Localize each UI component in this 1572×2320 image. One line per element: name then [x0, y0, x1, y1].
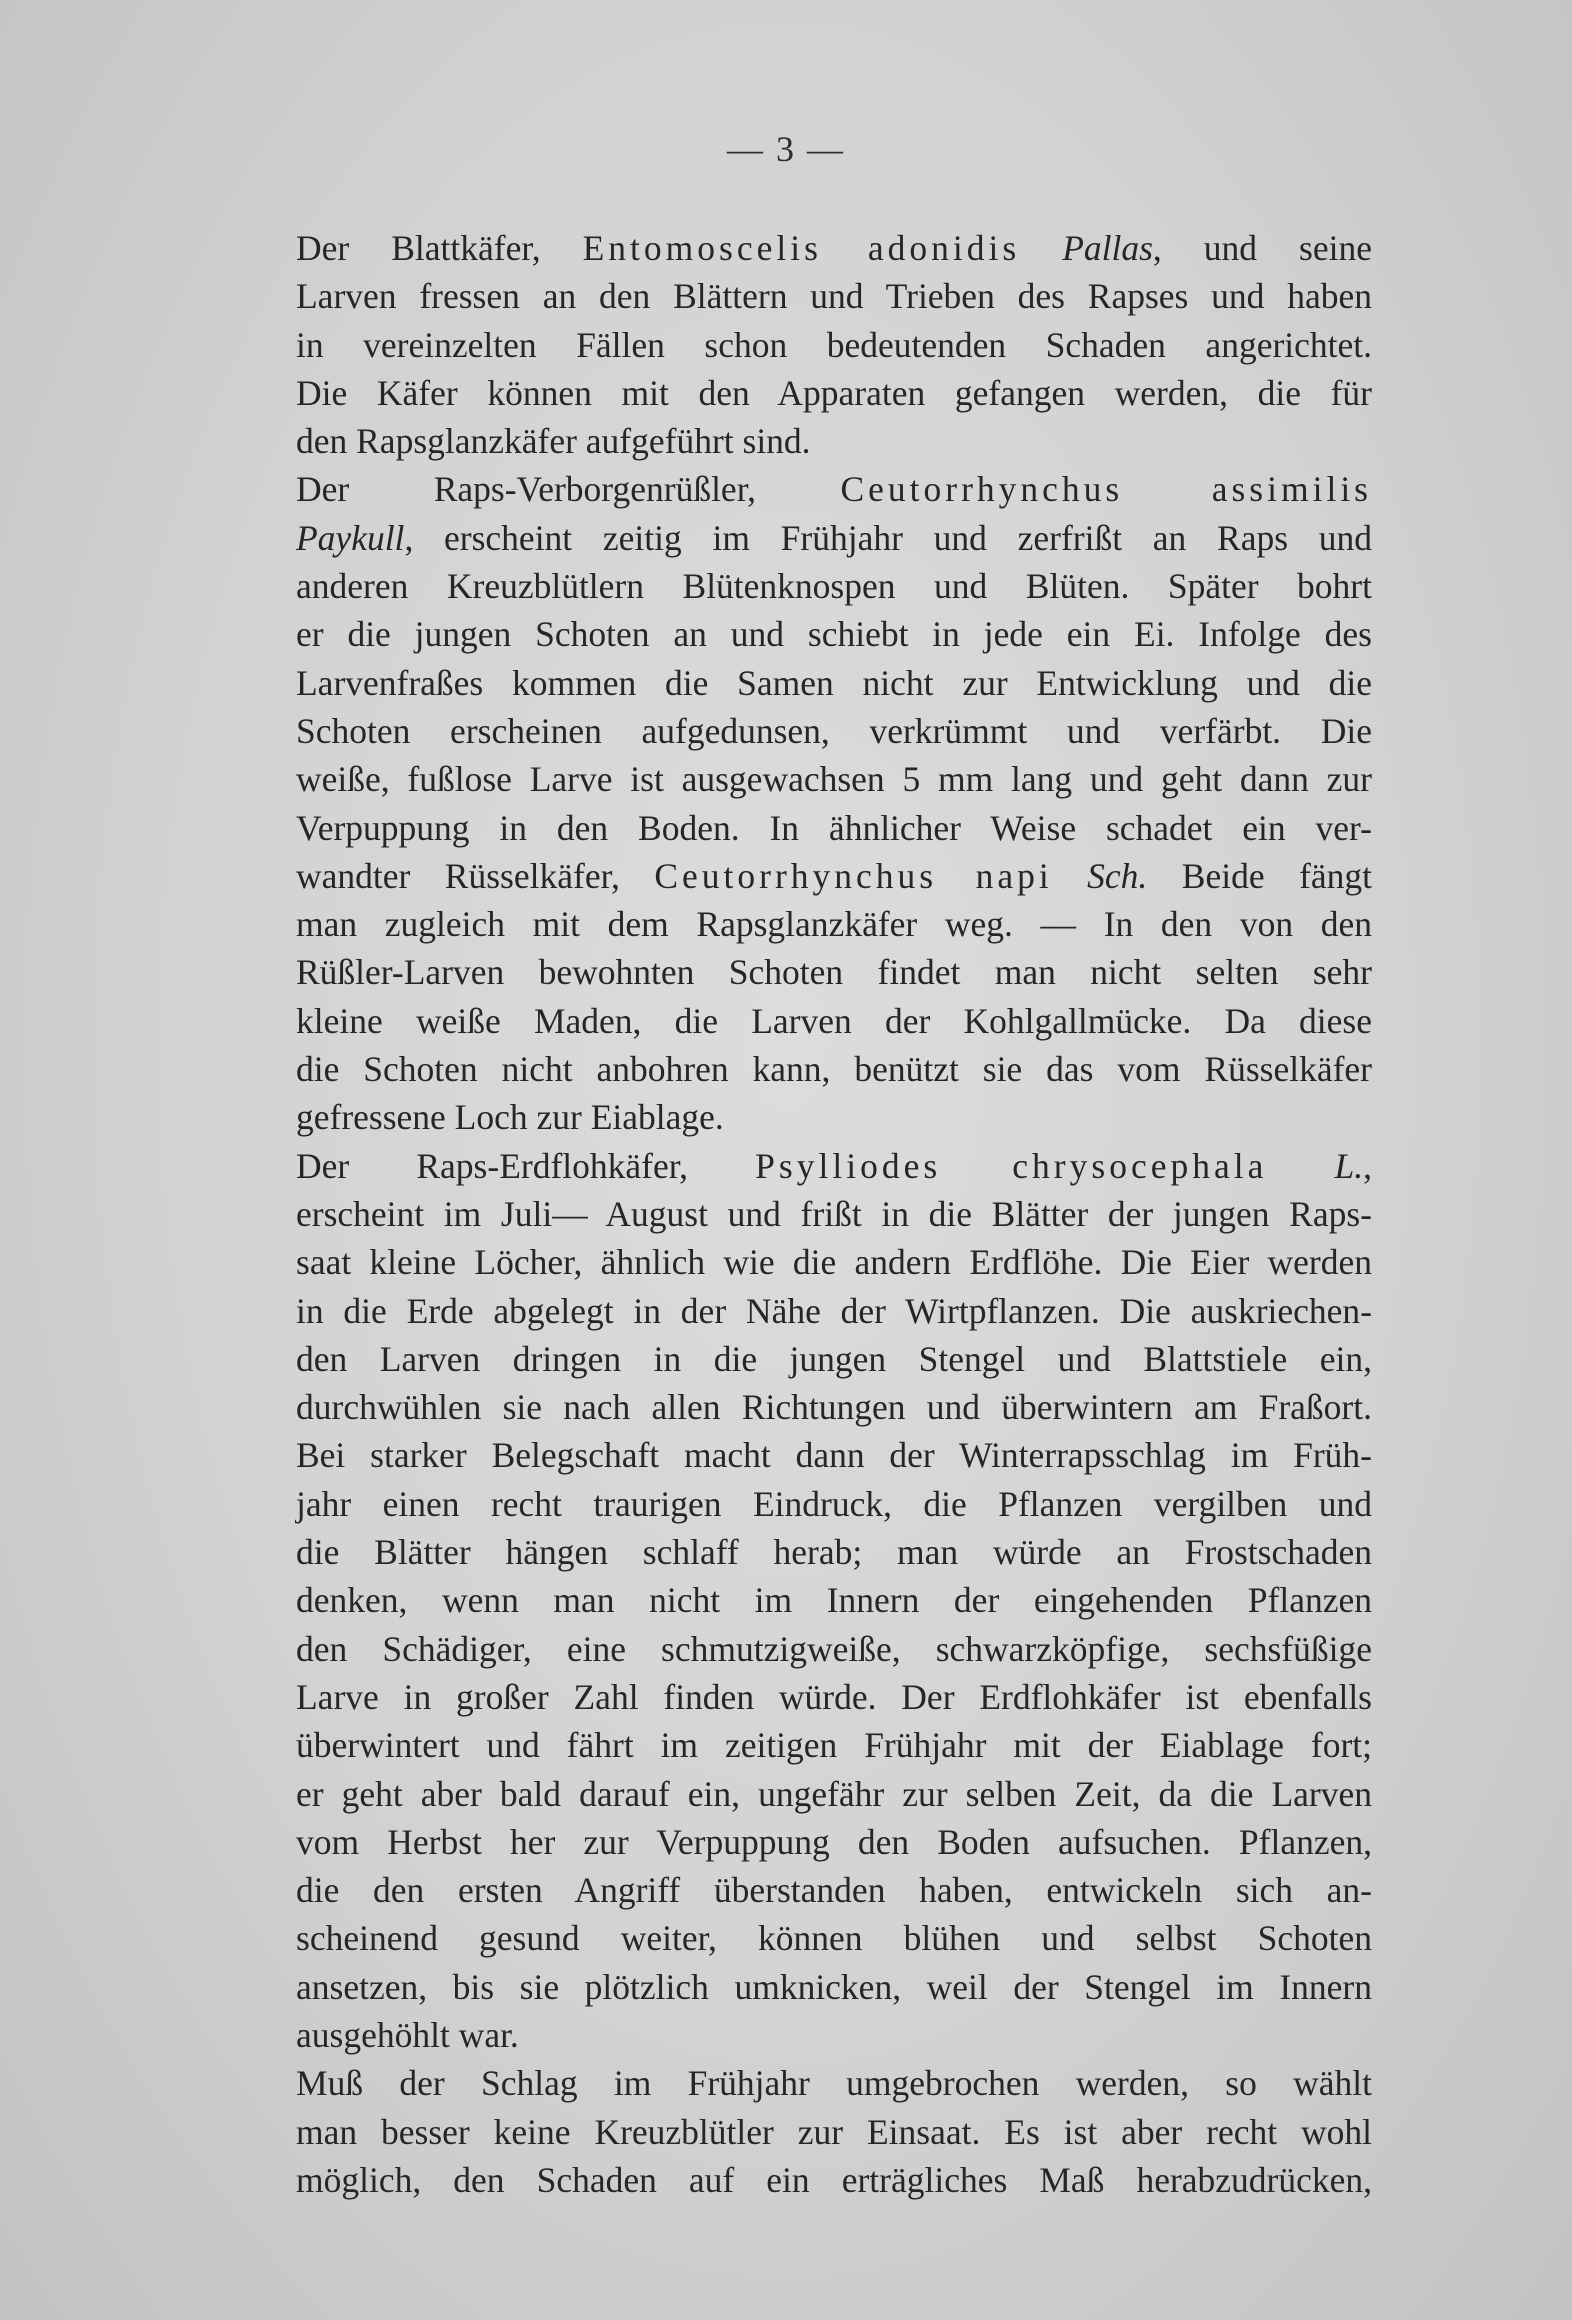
paragraph	[212, 224, 1372, 465]
author-name: Pallas	[1062, 228, 1153, 268]
text-line: durchwühlen sie nach allen Richtungen und überwintern am Fraßort.	[296, 1387, 1372, 1428]
text-line: Verpuppung in den Boden. In ähnlicher Weise schadet ein ver-	[296, 807, 1372, 848]
text-line: man zugleich mit dem Rapsglanzkäfer weg. — In den von den	[296, 904, 1372, 945]
text-line: denken, wenn man nicht im Innern der eingehenden Pflanzen	[296, 1580, 1372, 1621]
text-line: Der Raps-Verborgenrüßler, Ceutorrhynchus assimilis	[296, 469, 1372, 510]
text-line: den Rapsglanzkäfer aufgeführt sind.	[296, 421, 811, 462]
page-number: — 3 —	[727, 129, 845, 169]
text-line: ausgehöhlt war.	[296, 2014, 519, 2055]
paragraph	[212, 465, 1372, 1141]
text-line: in vereinzelten Fällen schon bedeutenden Schaden angerichtet.	[296, 324, 1372, 365]
text-line: weiße, fußlose Larve ist ausgewachsen 5 mm lang und geht dann zur	[296, 759, 1372, 800]
text-line: Larven fressen an den Blättern und Trieben des Rapses und haben	[296, 276, 1372, 317]
text-line: jahr einen recht traurigen Eindruck, die Pflanzen vergilben und	[296, 1483, 1372, 1524]
text-line: wandter Rüsselkäfer, Ceutorrhynchus napi Sch. Beide fängt	[296, 855, 1373, 896]
text-line: Paykull, erscheint zeitig im Frühjahr und zerfrißt an Raps und	[296, 517, 1372, 558]
species-name: Ceutorrhynchus assimilis	[840, 469, 1372, 510]
text-line: Larve in großer Zahl finden würde. Der Erdflohkäfer ist ebenfalls	[296, 1676, 1372, 1717]
paragraph	[212, 2059, 1372, 2204]
text-line: scheinend gesund weiter, können blühen und selbst Schoten	[296, 1918, 1372, 1959]
text-line: vom Herbst her zur Verpuppung den Boden aufsuchen. Pflanzen,	[296, 1821, 1372, 1862]
text-line: Der Blattkäfer, Entomoscelis adonidis Pallas, und seine	[296, 228, 1372, 268]
author-name: Paykull	[296, 517, 405, 558]
text-line: er die jungen Schoten an und schiebt in jede ein Ei. Infolge des	[296, 614, 1372, 655]
text-line: gefressene Loch zur Eiablage.	[296, 1097, 724, 1138]
text-line: erscheint im Juli— August und frißt in die Blätter der jungen Raps-	[296, 1193, 1372, 1234]
text-line: möglich, den Schaden auf ein erträgliches Maß herabzudrücken,	[296, 2159, 1372, 2200]
text-line: Bei starker Belegschaft macht dann der Winterrapsschlag im Früh-	[296, 1435, 1372, 1476]
text-line: anderen Kreuzblütlern Blütenknospen und Blüten. Später bohrt	[296, 566, 1372, 607]
text-line: Larvenfraßes kommen die Samen nicht zur Entwicklung und die	[296, 662, 1372, 703]
text-line: man besser keine Kreuzblütler zur Einsaat. Es ist aber recht wohl	[296, 2111, 1372, 2152]
author-name: L.	[1334, 1145, 1364, 1186]
species-name: Ceutorrhynchus napi	[654, 855, 1053, 896]
text-line: den Larven dringen in die jungen Stengel und Blattstiele ein,	[296, 1338, 1372, 1379]
text-line: saat kleine Löcher, ähnlich wie die andern Erdflöhe. Die Eier werden	[296, 1242, 1372, 1283]
text-line: Rüßler-Larven bewohnten Schoten findet man nicht selten sehr	[296, 952, 1372, 993]
text-line: Die Käfer können mit den Apparaten gefangen werden, die für	[296, 372, 1372, 413]
species-name: Psylliodes chrysocephala	[755, 1145, 1268, 1186]
text-line: Schoten erscheinen aufgedunsen, verkrümmt und verfärbt. Die	[296, 710, 1372, 751]
text-line: in die Erde abgelegt in der Nähe der Wirtpflanzen. Die auskriechen-	[296, 1290, 1372, 1331]
text-line: Der Raps-Erdflohkäfer, Psylliodes chrysocephala L.,	[296, 1145, 1373, 1186]
species-name: Entomoscelis adonidis	[582, 228, 1021, 268]
text-line: den Schädiger, eine schmutzigweiße, schwarzköpfige, sechsfüßige	[296, 1628, 1372, 1669]
author-name: Sch.	[1087, 855, 1148, 896]
paragraph	[212, 1142, 1372, 2060]
text-line: kleine weiße Maden, die Larven der Kohlgallmücke. Da diese	[296, 1000, 1372, 1041]
text-line: die Schoten nicht anbohren kann, benützt sie das vom Rüsselkäfer	[296, 1049, 1372, 1090]
text-line: Muß der Schlag im Frühjahr umgebrochen werden, so wählt	[296, 2063, 1372, 2104]
body-text	[212, 224, 1372, 2204]
text-line: ansetzen, bis sie plötzlich umknicken, weil der Stengel im Innern	[296, 1966, 1372, 2007]
text-line: die Blätter hängen schlaff herab; man würde an Frostschaden	[296, 1532, 1372, 1573]
text-line: er geht aber bald darauf ein, ungefähr zur selben Zeit, da die Larven	[296, 1773, 1372, 1814]
text-line: überwintert und fährt im zeitigen Frühjahr mit der Eiablage fort;	[296, 1725, 1372, 1766]
text-line: die den ersten Angriff überstanden haben, entwickeln sich an-	[296, 1870, 1372, 1911]
